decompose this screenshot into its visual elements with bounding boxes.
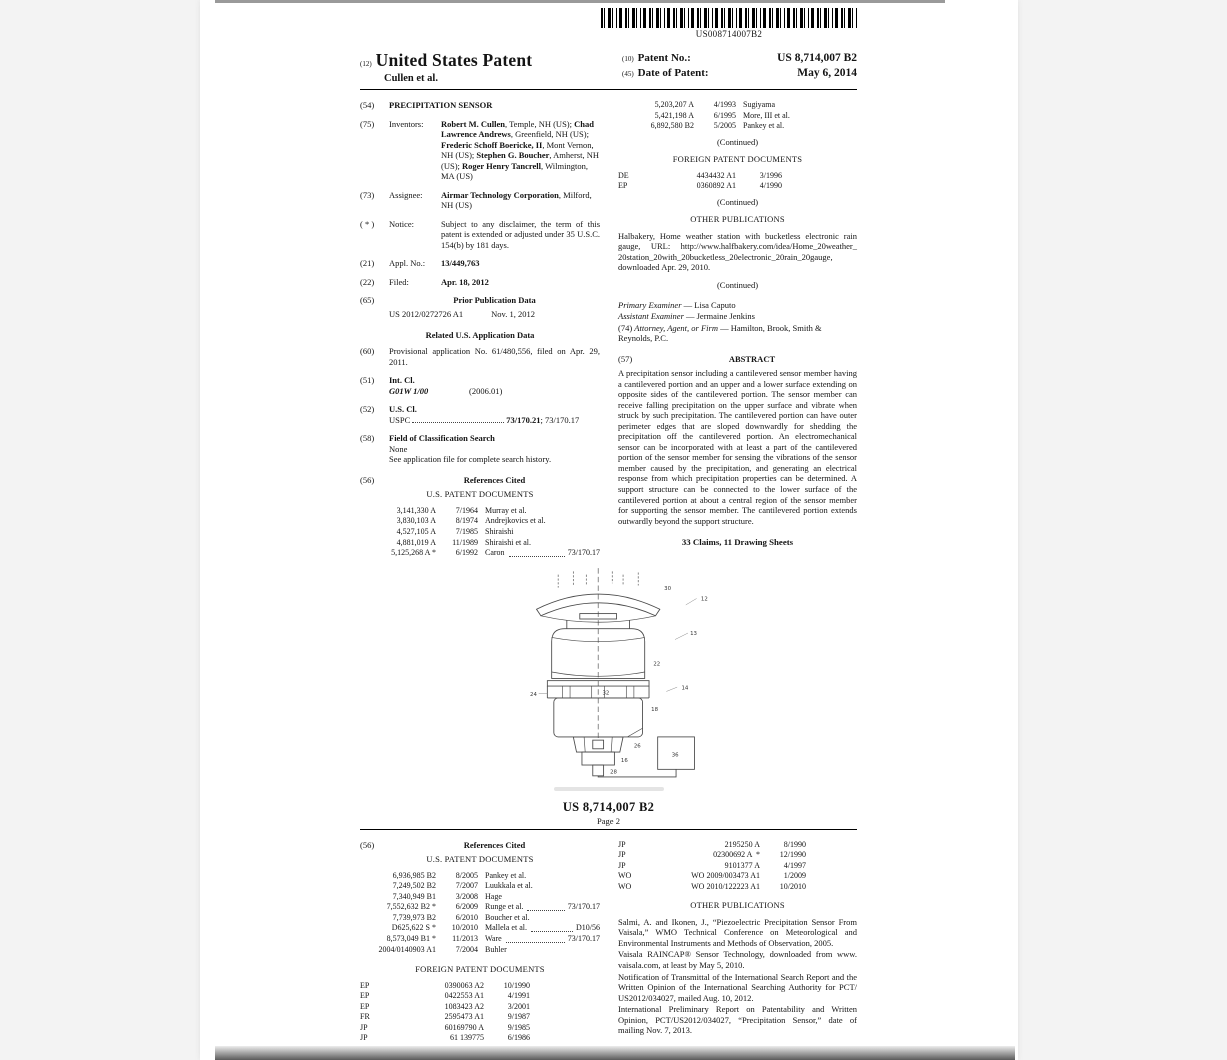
foreign-ref-row xyxy=(618,861,857,872)
patent-header-left xyxy=(360,50,622,84)
appl-no-label: Appl. No.: xyxy=(389,258,426,269)
ref-date: 7/2007 xyxy=(455,881,478,891)
spacer xyxy=(360,415,389,426)
fig-ref-36: 36 xyxy=(671,751,679,758)
uspc-line xyxy=(389,415,600,426)
ref-date: 9/1987 xyxy=(507,1012,530,1022)
abstract-text: A precipitation sensor including a cantilevered sensor member having a cantilevered portion and an upper and a lower surface extending on opposite sides of the cantilevered portion. The sensor member can receive falling precipitation on the upper surface and vibrate when struck by such precipitation. The cantilevered portion can have outer perimeter edges that are sloped downwardly for shedding the precipitation off the cantilevered portion. An electromechanical sensor can be incorporated with at least a part of the cantilevered portion of the sensor member for sensing the vibrations of the sensor member caused by the precipitation, and generating an electrical response from which precipitation properties can be determined. A support structure can be connected to the lower surface of the cantilevered portion at about a central region of the sensor member for supporting the sensor member. The cantilevered portion extends outwardly beyond the support structure. xyxy=(618,368,857,526)
ref-date: 4/1991 xyxy=(507,991,530,1001)
ref-number: 0390063 A2 xyxy=(444,980,484,990)
ref-class: 73/170.17 xyxy=(567,902,600,912)
us-cl-label: U.S. Cl. xyxy=(389,404,417,415)
ref-number: 6,936,985 B2 xyxy=(392,870,436,880)
ref-date: 6/1995 xyxy=(713,110,736,120)
ref-name: Pankey et al. xyxy=(485,870,527,880)
ref-name: Andrejkovics et al. xyxy=(485,516,546,526)
ref-number: 8,573,049 B1 * xyxy=(386,933,436,943)
claims-line: 33 Claims, 11 Drawing Sheets xyxy=(681,537,794,548)
assignee-value xyxy=(441,190,600,211)
section-75-num: (75) xyxy=(360,118,375,129)
ref-class: 73/170.17 xyxy=(567,548,600,558)
ref-name: Boucher et al. xyxy=(485,912,530,922)
header-divider xyxy=(360,89,857,90)
section-21-appl xyxy=(360,258,600,269)
section-75-inventors xyxy=(360,119,600,182)
notice-label: Notice: xyxy=(389,218,415,229)
country-code: JP xyxy=(618,839,626,849)
inventors-label: Inventors: xyxy=(389,118,424,129)
us-ref-row xyxy=(360,881,600,892)
fig-ref-16: 16 xyxy=(620,757,628,764)
ref-date: 11/2013 xyxy=(452,933,478,943)
section-notice xyxy=(360,219,600,251)
filed-label: Filed: xyxy=(389,276,409,287)
country-code: JP xyxy=(618,850,626,860)
attorney-label: Attorney, Agent, or Firm xyxy=(634,322,718,333)
primary-examiner-name: — Lisa Caputo xyxy=(681,299,736,310)
primary-examiner-line xyxy=(618,300,857,311)
ref-class: D10/56 xyxy=(576,923,600,933)
country-code: DE xyxy=(618,170,629,180)
assistant-examiner-label: Assistant Examiner xyxy=(618,311,684,322)
section-51-num: (51) xyxy=(360,375,375,386)
us-ref-row xyxy=(360,945,600,956)
ref-date: 10/1990 xyxy=(503,980,530,990)
page2-header xyxy=(360,800,857,826)
dot-leader xyxy=(509,548,565,557)
page1-left-column xyxy=(360,100,600,559)
int-cl-code: G01W 1/00 xyxy=(389,385,429,396)
publication-entry: Halbakery, Home weather station with bucketless electronic rain gauge, URL: http://www.halfbakery.com/idea/Home_20weather_ 20station_20with_20bucketless_20electronic_20rain_20gauge, downloaded Apr. 29, 2010. xyxy=(618,230,857,273)
fig-ref-22: 22 xyxy=(652,661,660,668)
ref-class: 73/170.17 xyxy=(567,933,600,943)
ref-name: Luukkala et al. xyxy=(485,881,533,891)
us-ref-row xyxy=(360,527,600,538)
section-73-num: (73) xyxy=(360,189,375,200)
ref-name: Caron xyxy=(485,548,505,558)
uspc-label: USPC xyxy=(389,414,411,425)
page2-patent-no: US 8,714,007 B2 xyxy=(562,799,655,814)
ref-date: 6/2009 xyxy=(455,902,478,912)
fig-ref-14: 14 xyxy=(680,684,688,691)
section-56 xyxy=(360,475,600,486)
ref-number: 5,203,207 A xyxy=(654,100,694,109)
section-57 xyxy=(618,354,857,365)
country-code: FR xyxy=(360,1012,370,1022)
invention-title: PRECIPITATION SENSOR xyxy=(389,100,493,110)
ref-name: Ware xyxy=(485,933,502,943)
page2-right-column xyxy=(618,840,857,1056)
ref-number: 5,421,198 A xyxy=(654,110,694,120)
assignee-name: Airmar Technology Corporation xyxy=(441,189,559,200)
patent-date-value: May 6, 2014 xyxy=(797,67,857,79)
us-ref-row xyxy=(360,871,600,882)
code-74: (74) xyxy=(618,322,633,333)
ref-number: 4434432 A1 xyxy=(696,170,736,180)
ref-date: 4/1993 xyxy=(713,100,736,109)
us-ref-row xyxy=(360,892,600,903)
ref-number: 4,527,105 A xyxy=(396,526,436,536)
ref-date: 8/1990 xyxy=(783,839,806,849)
references-cited-heading: References Cited xyxy=(463,474,526,485)
inventor-loc: , Mont Vernon, NH (US); xyxy=(441,139,594,161)
patent-figure xyxy=(494,566,724,791)
us-ref-row xyxy=(360,516,600,527)
ref-name: Buhler xyxy=(485,944,507,954)
assignee-loc: , Milford, NH (US) xyxy=(441,189,592,211)
abstract-heading: ABSTRACT xyxy=(728,353,776,364)
field-search-label: Field of Classification Search xyxy=(389,433,495,444)
p2-publications xyxy=(618,917,857,1036)
dot-leader xyxy=(506,934,565,943)
related-data-heading: Related U.S. Application Data xyxy=(425,329,535,340)
ref-number: 7,340,949 B1 xyxy=(392,891,436,901)
ref-name: Murray et al. xyxy=(485,505,527,515)
section-56-num: (56) xyxy=(360,474,375,485)
section-65 xyxy=(360,295,600,306)
inventor-loc: , Wilmington, MA (US) xyxy=(441,160,588,182)
fig-ref-30: 30 xyxy=(663,585,671,592)
ref-date: 1/2009 xyxy=(783,871,806,881)
us-ref-row xyxy=(618,100,857,111)
ref-name: Hage xyxy=(485,891,502,901)
filed-value: Apr. 18, 2012 xyxy=(441,276,489,287)
ref-date: 10/2010 xyxy=(451,923,478,933)
section-54-num: (54) xyxy=(360,100,375,110)
ref-date: 8/1974 xyxy=(455,516,478,526)
ref-number: 3,830,103 A xyxy=(396,516,436,526)
dot-leader xyxy=(527,902,564,911)
section-22-num: (22) xyxy=(360,276,375,287)
section-60 xyxy=(360,346,600,367)
section-21-num: (21) xyxy=(360,258,375,269)
foreign-ref-row xyxy=(618,882,857,893)
ref-date: 9/1985 xyxy=(507,1022,530,1032)
patent-header-right xyxy=(622,50,857,84)
us-ref-row xyxy=(360,923,600,934)
ref-date: 10/2010 xyxy=(779,881,806,891)
int-cl-label: Int. Cl. xyxy=(389,375,415,386)
code-10: (10) xyxy=(622,55,634,63)
notice-num: ( * ) xyxy=(360,218,375,229)
country-code: WO xyxy=(618,871,632,881)
spacer xyxy=(360,386,389,397)
bottom-edge-bar xyxy=(215,1046,1015,1060)
precipitation-sensor-drawing xyxy=(495,566,723,778)
fig-ref-13: 13 xyxy=(689,630,697,637)
ref-name: Pankey et al. xyxy=(743,121,785,131)
ref-number: 6,892,580 B2 xyxy=(650,121,694,131)
ref-number: 9101377 A xyxy=(724,860,760,870)
country-code: EP xyxy=(360,1001,370,1011)
us-ref-row xyxy=(360,548,600,559)
foreign-docs-heading: FOREIGN PATENT DOCUMENTS xyxy=(672,154,803,165)
section-51 xyxy=(360,375,600,386)
ref-number: 3,141,330 A xyxy=(396,505,436,515)
ref-number: 5,125,268 A * xyxy=(391,548,436,558)
patent-authors: Cullen et al. xyxy=(384,73,438,84)
provisional-text: Provisional application No. 61/480,556, filed on Apr. 29, 2011. xyxy=(389,346,600,367)
patent-no-label: Patent No.: xyxy=(637,52,691,64)
ref-date: 6/1992 xyxy=(455,548,478,558)
inventor-loc: , Temple, NH (US); xyxy=(504,118,575,129)
code-45: (45) xyxy=(622,70,634,78)
section-73-assignee xyxy=(360,190,600,211)
p2-other-pubs-heading: OTHER PUBLICATIONS xyxy=(690,900,785,911)
foreign-ref-row xyxy=(360,1033,600,1044)
patent-no-value: US 8,714,007 B2 xyxy=(777,52,857,64)
fig-ref-32: 32 xyxy=(602,690,609,697)
patent-date-label: Date of Patent: xyxy=(637,67,709,79)
page2-label: Page 2 xyxy=(597,815,620,826)
foreign-ref-row xyxy=(618,871,857,882)
ref-number: WO 2010/122223 A1 xyxy=(691,881,760,891)
field-search-block xyxy=(389,433,600,465)
foreign-ref-row xyxy=(360,981,600,992)
ref-number: 0422553 A1 xyxy=(444,991,484,1001)
dot-leader xyxy=(531,923,573,932)
inventor-name: Stephen G. Boucher xyxy=(476,150,550,161)
p2-foreign-docs-heading: FOREIGN PATENT DOCUMENTS xyxy=(415,964,545,975)
section-58 xyxy=(360,433,600,465)
ref-date: 11/1989 xyxy=(452,537,478,547)
foreign-ref-row xyxy=(618,171,857,182)
ref-number: 2595473 A1 xyxy=(444,1012,484,1022)
fig-ref-26: 26 xyxy=(633,743,641,750)
assistant-examiner-line xyxy=(618,311,857,322)
inventors-list xyxy=(441,119,600,182)
ref-date: 12/1990 xyxy=(779,850,806,860)
country-code: EP xyxy=(360,980,370,990)
foreign-ref-row xyxy=(360,1002,600,1013)
us-ref-row xyxy=(360,934,600,945)
publication-entry: Salmi, A. and Ikonen, J., “Piezoelectric Precipitation Sensor From Vaisala,” WMO Technical Conference on Meteorological and Environmental Instruments and Methods of Observation, 2005. xyxy=(618,916,857,948)
ref-date: 7/1964 xyxy=(455,505,478,515)
ref-number: 4,881,019 A xyxy=(396,537,436,547)
ref-date: 5/2005 xyxy=(713,121,736,131)
patent-header xyxy=(360,50,857,84)
ref-number: 0360892 A1 xyxy=(696,181,736,191)
prior-pub-heading: Prior Publication Data xyxy=(453,295,536,306)
us-ref-row xyxy=(618,121,857,132)
section-57-num: (57) xyxy=(618,353,633,364)
foreign-ref-row xyxy=(360,1023,600,1034)
p2-section-56 xyxy=(360,840,600,851)
publication-entry: Vaisala RAINCAP® Sensor Technology, downloaded from www. vaisala.com, at least by May 5, 2010. xyxy=(618,949,857,970)
inventor-name: Roger Henry Tancrell xyxy=(462,160,542,171)
patent-document-page xyxy=(200,0,1018,1060)
ref-name: Shiraishi xyxy=(485,526,514,536)
page-title: United States Patent xyxy=(375,50,533,70)
ref-name: More, III et al. xyxy=(743,110,790,120)
inventor-loc: , Amherst, NH (US); xyxy=(441,150,599,171)
prior-pub-date: Nov. 1, 2012 xyxy=(491,308,535,319)
prior-pub-row xyxy=(360,309,600,320)
page1-columns xyxy=(360,100,857,559)
publication-entry: Notification of Transmittal of the International Search Report and the Written Opinion of the International Searching Authority for PCT/ US2012/034027, mailed Aug. 10, 2012. xyxy=(618,971,857,1003)
country-code: WO xyxy=(618,881,632,891)
uspc-main-class: 73/170.21 xyxy=(506,414,541,425)
ref-number: WO 2009/003473 A1 xyxy=(691,871,760,881)
section-58-num: (58) xyxy=(360,433,375,444)
ref-number: 7,739,973 B2 xyxy=(392,912,436,922)
ref-number: 61 139775 xyxy=(450,1033,484,1043)
country-code: EP xyxy=(618,181,628,191)
assistant-examiner-name: — Jermaine Jenkins xyxy=(683,311,755,322)
continued-note: (Continued) xyxy=(716,196,759,207)
page2-divider xyxy=(360,829,857,830)
publication-entry: International Preliminary Report on Patentability and Written Opinion, PCT/US2012/034027, “Precipitation Sensor,” date of mailing Nov. 7, 2013. xyxy=(618,1004,857,1036)
us-ref-row xyxy=(360,506,600,517)
ref-number: 60169790 A xyxy=(444,1022,484,1032)
ref-name: Mallela et al. xyxy=(485,923,527,933)
ref-name: Shiraishi et al. xyxy=(485,537,531,547)
us-ref-row xyxy=(360,913,600,924)
page1-right-column xyxy=(618,100,857,559)
p2-section-56-num: (56) xyxy=(360,839,375,850)
foreign-ref-row xyxy=(618,840,857,851)
us-ref-row xyxy=(360,538,600,549)
spacer xyxy=(463,309,491,320)
foreign-ref-row xyxy=(618,181,857,192)
page2-columns xyxy=(360,840,857,1056)
ref-name: Sugiyama xyxy=(743,100,775,109)
dot-leader xyxy=(412,415,504,423)
section-60-num: (60) xyxy=(360,346,375,357)
int-cl-date: (2006.01) xyxy=(469,385,503,396)
field-search-none: None xyxy=(389,443,408,454)
fig-ref-24: 24 xyxy=(529,691,537,698)
primary-examiner-label: Primary Examiner xyxy=(618,299,682,310)
ref-date: 3/1996 xyxy=(759,170,782,180)
continued-note: (Continued) xyxy=(716,279,759,290)
other-pubs-heading: OTHER PUBLICATIONS xyxy=(690,214,785,225)
continued-note: (Continued) xyxy=(716,136,759,147)
country-code: JP xyxy=(360,1022,368,1032)
inventor-name: Chad Lawrence Andrews xyxy=(441,118,594,140)
inventor-name: Frederic Schoff Boericke, II xyxy=(441,139,543,150)
ref-number: D625,622 S * xyxy=(391,923,436,933)
int-cl-row xyxy=(360,386,600,397)
ref-date: 3/2008 xyxy=(455,891,478,901)
ref-date: 6/2010 xyxy=(455,912,478,922)
ref-date: 6/1986 xyxy=(507,1033,530,1043)
ref-date: 4/1990 xyxy=(759,181,782,191)
ref-date: 3/2001 xyxy=(507,1001,530,1011)
prior-pub-number: US 2012/0272726 A1 xyxy=(389,308,464,319)
ref-date: 4/1997 xyxy=(783,860,806,870)
barcode-block xyxy=(600,8,858,39)
attorney-line xyxy=(618,323,857,344)
ref-number: 2004/0140903 A1 xyxy=(378,944,436,954)
ref-number: 2195250 A xyxy=(724,839,760,849)
assignee-label: Assignee: xyxy=(389,189,423,200)
spacer xyxy=(360,309,389,320)
fig-ref-18: 18 xyxy=(650,706,658,713)
notice-text: Subject to any disclaimer, the term of this patent is extended or adjusted under 35 U.S.C. 154(b) by 181 days. xyxy=(441,218,600,250)
ref-name: Runge et al. xyxy=(485,902,524,912)
figure-caption-faint xyxy=(554,787,664,791)
field-search-see: See application file for complete search history. xyxy=(389,454,552,465)
ref-date: 7/2004 xyxy=(455,944,478,954)
uspc-row xyxy=(360,415,600,426)
attorney-name: — Hamilton, Brook, Smith & Reynolds, P.C. xyxy=(618,322,822,344)
fig-ref-12: 12 xyxy=(700,596,708,603)
page2-left-column xyxy=(360,840,600,1056)
us-ref-row xyxy=(618,111,857,122)
barcode-image xyxy=(601,8,857,28)
section-65-num: (65) xyxy=(360,295,375,306)
fig-ref-28: 28 xyxy=(609,769,617,776)
appl-no-value: 13/449,763 xyxy=(441,258,480,269)
country-code: JP xyxy=(618,860,626,870)
section-52-num: (52) xyxy=(360,404,375,415)
foreign-ref-row xyxy=(360,1012,600,1023)
code-12: (12) xyxy=(360,60,372,68)
foreign-ref-row xyxy=(360,991,600,1002)
section-54 xyxy=(360,100,600,111)
inventor-loc: , Greenfield, NH (US); xyxy=(510,129,589,140)
ref-date: 7/1985 xyxy=(455,526,478,536)
ref-number: 7,552,632 B2 * xyxy=(386,902,436,912)
section-52 xyxy=(360,404,600,415)
uspc-extra-class: ; 73/170.17 xyxy=(540,414,580,425)
p2-references-cited-heading: References Cited xyxy=(463,839,526,850)
inventor-name: Robert M. Cullen xyxy=(441,118,505,129)
foreign-ref-row xyxy=(618,850,857,861)
ref-number: 02300692 A * xyxy=(713,850,760,860)
barcode-text: US008714007B2 xyxy=(695,29,763,39)
page-content xyxy=(360,0,857,1055)
ref-number: 1083423 A2 xyxy=(444,1001,484,1011)
p2-us-docs-heading: U.S. PATENT DOCUMENTS xyxy=(426,854,534,865)
ref-date: 8/2005 xyxy=(455,870,478,880)
ref-number: 7,249,502 B2 xyxy=(392,881,436,891)
section-22-filed xyxy=(360,277,600,288)
country-code: EP xyxy=(360,991,370,1001)
us-ref-row xyxy=(360,902,600,913)
country-code: JP xyxy=(360,1033,368,1043)
us-patent-docs-heading: U.S. PATENT DOCUMENTS xyxy=(426,489,534,500)
